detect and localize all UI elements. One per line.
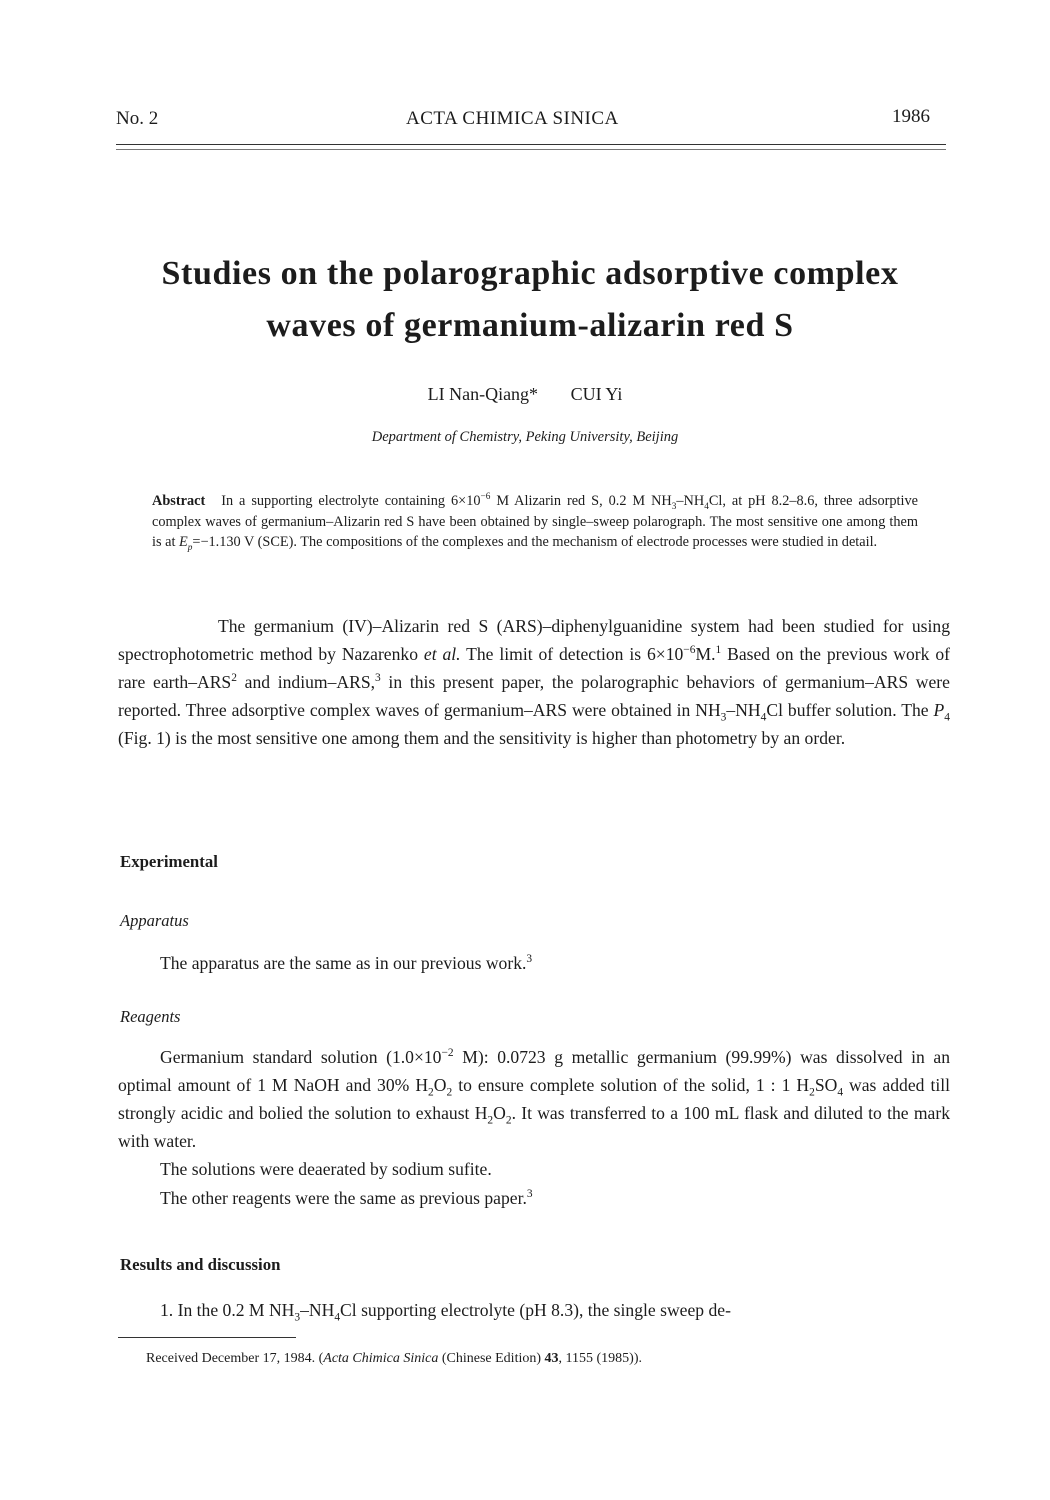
section-heading-experimental: Experimental [120, 852, 218, 871]
footnote-rule [118, 1337, 296, 1338]
running-header [116, 108, 930, 134]
author-li: LI Nan-Qiang* [427, 384, 539, 404]
author-list [0, 384, 1050, 405]
subsection-heading-reagents: Reagents [120, 1007, 181, 1026]
journal-name: ACTA CHIMICA SINICA [406, 108, 619, 129]
subsection-heading-apparatus: Apparatus [120, 911, 189, 930]
ref-1: 1 [715, 644, 722, 657]
ref-3: 3 [375, 672, 381, 685]
abstract-label: Abstract [152, 493, 206, 509]
received-footnote: Received December 17, 1984. (Acta Chimica Sinica (Chinese Edition) 43, 1155 (1985)). [146, 1351, 642, 1366]
apparatus-text: The apparatus are the same as in our previous work.$^3$ [160, 953, 533, 973]
results-paragraph: 1. In the 0.2 M $NH_3-NH_4Cl$ supporting electrolyte (pH 8.3), the single sweep de- [160, 1300, 731, 1324]
paper-title [100, 248, 960, 352]
ref-2: 2 [231, 672, 237, 685]
header-rule-thin [116, 149, 946, 150]
author-cui: CUI Yi [570, 384, 623, 404]
reagents-paragraph: Germanium standard solution ($1.0\times 10^{-2}$ M): 0.0723 g metallic germanium (99.99%) was dissolved in an optimal amount of 1 M NaOH and 30% $H_2O_2$ to ensure complete solution of the solid, 1 : 1 $H_2SO_4$ was added till strongly acidic and bolied the solution to exhaust $H_2O_2$. It was transferred to a 100 mL flask and diluted to the mark with water. [118, 1047, 951, 1151]
abstract: Abstract In a supporting electrolyte containing $6\times 10^{-6}$ M Alizarin red S, 0.2 M $NH_3-NH_4Cl$, at pH 8.2–8.6, three adsorptive complex waves of germanium–Alizarin red S have been obtained by single–sweep polarograph. The most sensitive one among them is at $E_p=-1.130$ V (SCE). The compositions of the complexes and the mechanism of electrode processes were studied in detail. [152, 492, 918, 553]
header-rule [116, 144, 946, 145]
issue-number: No. 2 [116, 108, 159, 129]
introduction-paragraph: The germanium (IV)–Alizarin red S (ARS)–diphenylguanidine system had been studied for using spectrophotometric method by Nazarenko et al. The limit of detection is $6\times 10^{-6}M.^1$ Based on the previous work of rare earth–ARS$^2$ and indium–ARS,$^3$ in this present paper, the polarographic behaviors of germanium–ARS were reported. Three adsorptive complex waves of germanium–ARS were obtained in $NH_3-NH_4Cl$ buffer solution. The $P_4$ (Fig. 1) is the most sensitive one among them and the sensitivity is higher than photometry by an order. [118, 616, 950, 748]
section-heading-results: Results and discussion [120, 1255, 281, 1274]
title-line-1: Studies on the polarographic adsorptive complex [161, 255, 899, 292]
affiliation: Department of Chemistry, Peking University, Beijing [371, 429, 679, 445]
publication-year: 1986 [892, 106, 930, 127]
deaeration-text: The solutions were deaerated by sodium sufite. [160, 1159, 492, 1179]
other-reagents-text: The other reagents were the same as previous paper.$^3$ [160, 1188, 533, 1208]
title-line-2: waves of germanium-alizarin red S [266, 307, 794, 344]
